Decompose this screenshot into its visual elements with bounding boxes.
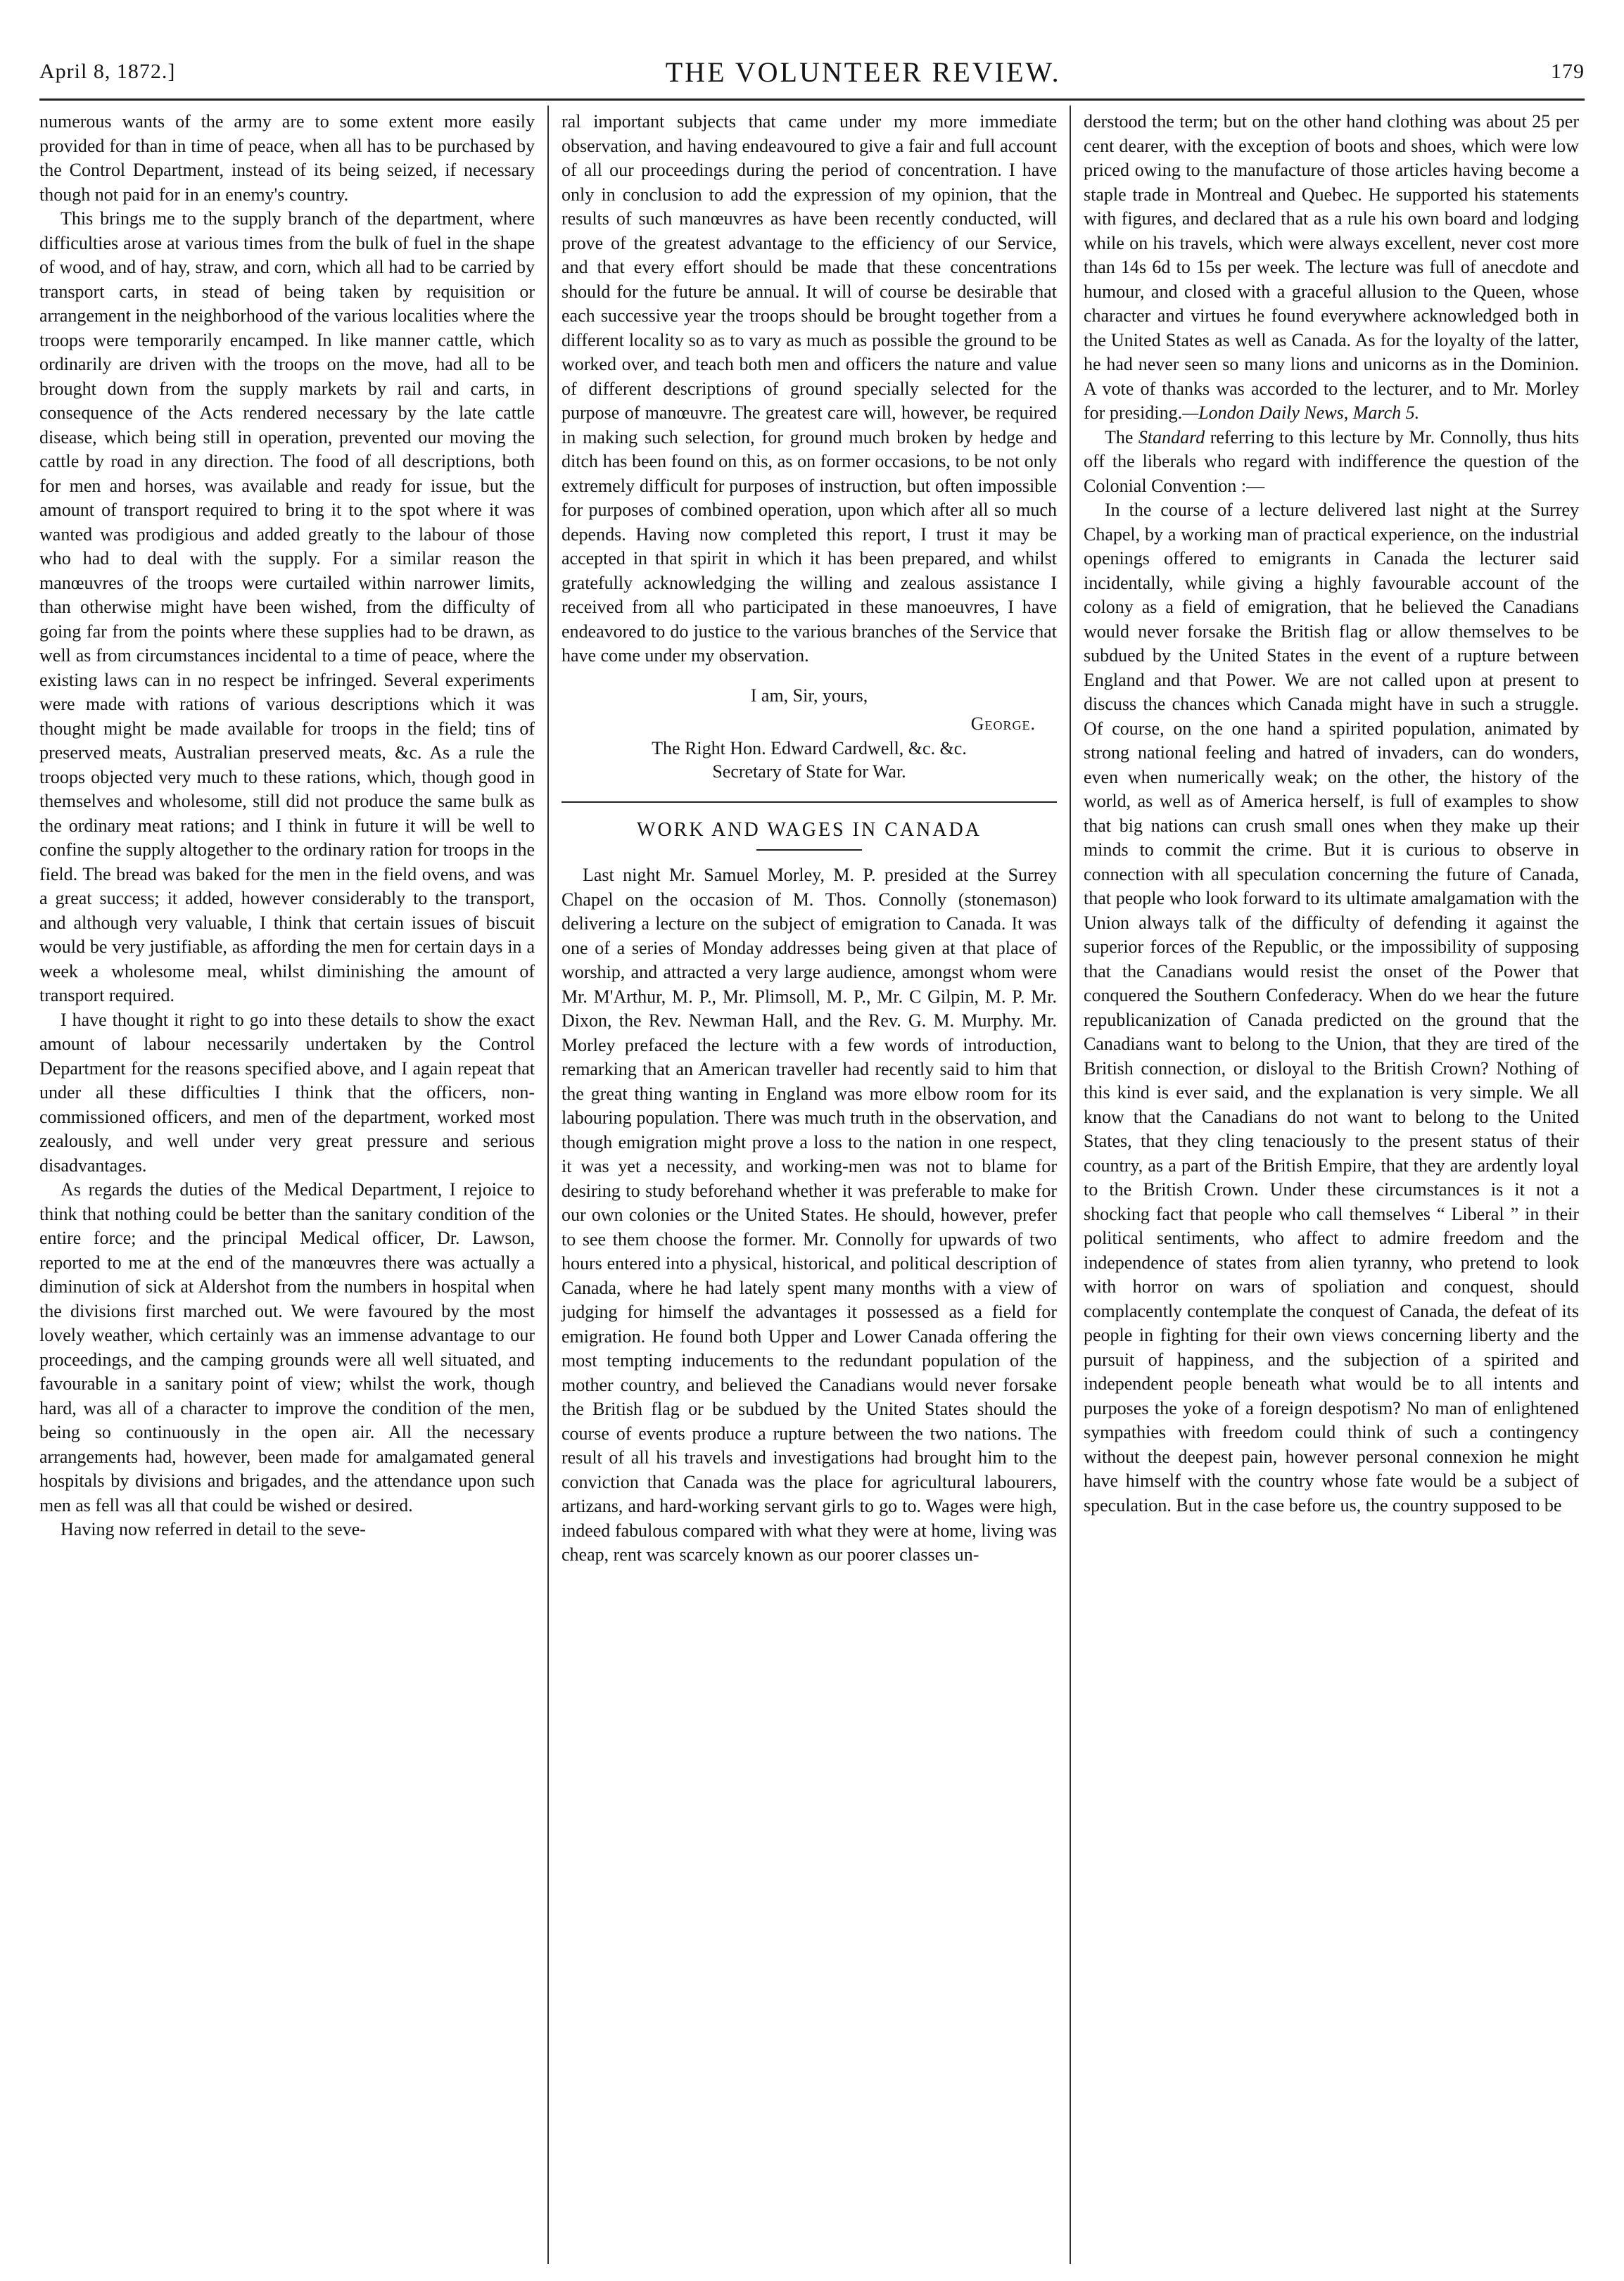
paragraph: numerous wants of the army are to some extent more easily provided for than in time of peace, when all has to be purchased by the Control Department, instead of its being seized, if necessary though not paid for in an enemy's country. — [39, 111, 535, 205]
section-rule — [562, 801, 1057, 803]
letter-closing: I am, Sir, yours, — [750, 685, 868, 706]
header-rule — [39, 99, 1585, 101]
newspaper-name: Standard — [1138, 426, 1205, 447]
paragraph: This brings me to the supply branch of the department, where difficulties arose at various times from the bulk of fuel in the shape of wood, and of hay, straw, and corn, which all had to be carried by transport carts, in stead of being taken by requisition or arrangement in the neighborhood of the various localities where the troops were temporarily encamped. In like manner cattle, which ordinarily are driven with the troops on the move, had all to be brought down from the supply markets by rail and carts, in consequence of the Acts rendered necessary by the late cattle disease, which being still in operation, prevented our moving the cattle by road in any direction. The food of all descriptions, both for men and horses, was available and ready for issue, but the amount of transport required to bring it to the spot where it was wanted was prodigious and added greatly to the labour of those who had to deal with the supply. For a similar reason the manœuvres of the troops were curtailed within narrower limits, than otherwise might have been wished, from the difficulty of going far from the points where these supplies had to be drawn, as well as from circumstances incidental to a time of peace, where the existing laws can in no respect be infringed. Several experiments were made with rations of various descriptions which it was thought might be made available for troops in the field; tins of preserved meats, Australian preserved meats, &c. As a rule the troops objected very much to these rations, which, though good in themselves and wholesome, still did not produce the same bulk as the ordinary meat rations; and I think in future it will be well to confine the supply altogether to the ordinary ration for troops in the field. The bread was baked for the men in the field ovens, and was a great success; it added, however considerably to the transport, and although very valuable, I think that certain issues of biscuit would be very justifiable, as affording the men for certain days in a week a wholesome meal, whilst diminishing the amount of transport required. — [39, 208, 535, 1005]
paragraph: Having now referred in detail to the seve- — [61, 1519, 366, 1539]
paragraph: ral important subjects that came under my more immediate observation, and having endeavoured to give a fair and full account of all our proceedings during the period of concentration. I have only in conclusion to add the expression of my opinion, that the results of such manœuvres as have been recently conducted, will prove of the greatest advantage to the efficiency of our Service, and that every effort should be made that these concentrations should for the future be annual. It will of course be desirable that each successive year the troops should be brought together from a different locality so as to vary as much as possible the ground to be worked over, and teach both men and officers the nature and value of different descriptions of ground specially selected for the purpose of manœuvre. The greatest care will, however, be required in making such selection, for ground much broken by hedge and ditch has been found on this, as on former occasions, to be not only extremely difficult for purposes of instruction, but often impossible for purposes of combined operation, upon which after all so much depends. Having now completed this report, I trust it may be accepted in that spirit in which it has been prepared, and whilst gratefully acknowledging the willing and zealous assistance I received from all who participated in these manoeuvres, I have endeavored to do justice to the various branches of the Service that have come under my observation. — [562, 111, 1057, 666]
paragraph-text: derstood the term; but on the other hand clothing was about 25 per cent dearer, with the exception of boots and shoes, which were low priced owing to the manufacture of those articles having become a staple trade in Montreal and Quebec. He supported his statements with figures, and declared that as a rule his own board and lodging while on his travels, which were always excellent, never cost more than 14s 6d to 15s per week. The lecture was full of anecdote and humour, and closed with a graceful allusion to the Queen, whose character and virtues he found everywhere acknowledged both in the United States as well as Canada. As for the loyalty of the latter, he had never seen so many lions and unicorns as in the Dominion. A vote of thanks was accorded to the lecturer, and to Mr. Morley for presiding. — [1084, 111, 1579, 423]
paragraph-text: The — [1105, 426, 1134, 447]
page-header — [39, 51, 1585, 93]
heading-rule — [756, 849, 862, 851]
paragraph: I have thought it right to go into these details to show the exact amount of labour necessarily undertaken by the Control Department for the reasons specified above, and I again repeat that under all these difficulties I think that the officers, non-commissioned officers, and men of the department, worked most zealously, and well under very great pressure and serious disadvantages. — [39, 1009, 535, 1176]
paragraph: As regards the duties of the Medical Department, I rejoice to think that nothing could be better than the sanitary condition of the entire force; and the principal Medical officer, Dr. Lawson, reported to me at the end of the manœuvres there was actually a diminution of sick at Aldershot from the numbers in hospital when the divisions first marched out. We were favoured by the most lovely weather, which certainly was an immense advantage to our proceedings, and the camping grounds were all well situated, and favourable in a sanitary point of view; whilst the work, though hard, was all of a character to improve the condition of the men, being so continuously in the open air. All the necessary arrangements had, however, been made for amalgamated general hospitals by divisions and brigades, and the attendance upon such men as fell was all that could be wished or desired. — [39, 1179, 535, 1516]
article-heading: WORK AND WAGES IN CANADA — [637, 818, 982, 841]
column-divider — [1070, 106, 1071, 2264]
paragraph — [1084, 426, 1579, 499]
issue-date: April 8, 1872.] — [39, 60, 176, 83]
addressee-line: The Right Hon. Edward Cardwell, &c. &c. — [652, 737, 967, 758]
column-3 — [1084, 110, 1579, 2263]
paragraph: Last night Mr. Samuel Morley, M. P. presided at the Surrey Chapel on the occasion of M. Thos. Connolly (stonemason) delivering a lecture on the subject of emigration to Canada. It was one of a series of Monday addresses being given at that place of worship, and attracted a very large audience, amongst whom were Mr. M'Arthur, M. P., Mr. Plimsoll, M. P., Mr. C Gilpin, M. P. Mr. Dixon, the Rev. Newman Hall, and the Rev. G. M. Murphy. Mr. Morley prefaced the lecture with a few words of introduction, remarking that an American traveller had recently said to him that the great thing wanting in England was more elbow room for its labouring population. There was much truth in the observation, and though emigration might prove a loss to the nation in one respect, it was yet a necessity, and working-men was not to blame for desiring to study beforehand whether it was preferable to make for our own colonies or the United States. He should, however, prefer to see them choose the former. Mr. Connolly for upwards of two hours entered into a physical, historical, and political description of Canada, where he had lately spent many months with a view of judging for himself the advantages it possessed as a field for emigration. He found both Upper and Lower Canada offering the most tempting inducements to the redundant population of the mother country, and believed the Canadians would never forsake the British flag or be subdued by the United States should the course of events produce a rupture between the two nations. The result of all his travels and investigations had brought him to the conviction that Canada was the place for agricultural labourers, artizans, and hard-working servant girls to go to. Wages were high, indeed fabulous compared with what they were at home, living was cheap, rent was scarcely known as our poorer classes un- — [562, 865, 1057, 1565]
paragraph: In the course of a lecture delivered last night at the Surrey Chapel, by a working man of practical experience, on the industrial openings offered to emigrants in Canada the lecturer said incidentally, while giving a highly favourable account of the colony as a field of emigration, that he believed the Canadians would never forsake the British flag or allow themselves to be subdued by the United States in the event of a rupture between England and that Power. We are not called upon at present to discuss the chances which Canada might have in such a struggle. Of course, on the one hand a spirited population, animated by strong national feeling and hatred of invaders, can do wonders, even when numerically weak; on the other, the history of the world, as well as of America herself, is full of examples to show that big nations can crush small ones when they make up their minds to commit the crime. But it is curious to observe in connection with all speculation concerning the future of Canada, that people who look forward to its ultimate amalgamation with the Union always talk of the difficulty of defending it against the superior forces of the Republic, or the impossibility of supposing that the Canadians would resist the onset of the Power that conquered the Southern Confederacy. When do we hear the future republicanization of Canada predicted on the ground that the Canadians want to belong to the Union, that they are tired of the British connection, or disloyal to the British Crown? Nothing of this kind is ever said, and the explanation is very simple. We all know that the Canadians do not want to belong to the United States, that they cling tenaciously to the present status of their country, as a part of the British Empire, that they are ardently loyal to the British Crown. Under these circumstances is it not a shocking fact that people who call themselves “ Liberal ” in their political sentiments, who affect to admire freedom and the independence of states from alien tyranny, who pretend to look with horror on wars of spoliation and conquest, should complacently contemplate the conquest of Canada, the defeat of its people in fighting for their own views concerning liberty and the pursuit of happiness, and the subjection of a spirited and independent people beneath what would be to all intents and purposes the yoke of a foreign despotism? No man of enlightened sympathies with freedom could think of such a contingency without the deepest pain, however personal connexion he might have himself with the country whose fate would be a subject of speculation. But in the case before us, the country supposed to be — [1084, 500, 1579, 1516]
page-number: 179 — [1551, 60, 1585, 83]
column-divider — [547, 106, 549, 2264]
addressee-line: Secretary of State for War. — [712, 761, 906, 782]
column-1 — [39, 110, 535, 2263]
paragraph — [1084, 110, 1579, 426]
letter-signature: George. — [970, 713, 1036, 734]
publication-title: THE VOLUNTEER REVIEW. — [665, 56, 1061, 88]
paragraph-text: referring to this lecture by Mr. Connolly, thus hits off the liberals who regard with indifference the question of the Colonial Convention :— — [1084, 426, 1579, 496]
source-citation: —London Daily News, March 5. — [1182, 402, 1420, 423]
column-2 — [562, 110, 1057, 2263]
